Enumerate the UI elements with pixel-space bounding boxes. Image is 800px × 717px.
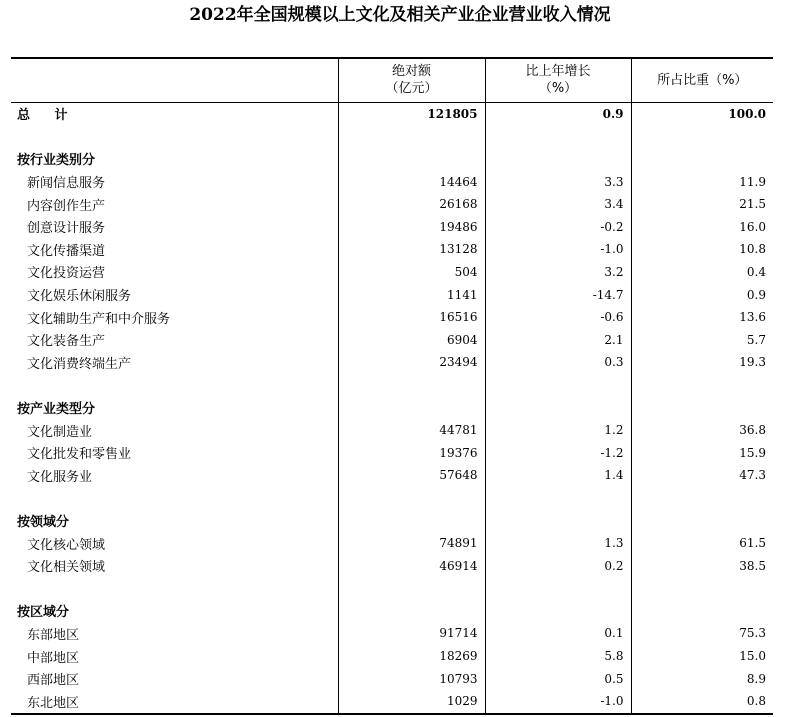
group-header-row xyxy=(11,600,773,623)
group-header-row xyxy=(11,148,773,171)
row-amount: 1029 xyxy=(338,690,485,714)
row-growth: 0.2 xyxy=(485,554,631,577)
table-row xyxy=(11,261,773,284)
row-share: 19.3 xyxy=(631,351,773,374)
row-label: 中部地区 xyxy=(27,650,80,666)
table-row xyxy=(11,554,773,577)
row-amount: 57648 xyxy=(338,464,485,487)
empty-cell xyxy=(338,509,485,532)
empty-cell xyxy=(338,374,485,397)
row-amount: 18269 xyxy=(338,645,485,668)
group-title: 按领域分 xyxy=(17,514,70,530)
row-growth: 1.4 xyxy=(485,464,631,487)
row-label: 文化辅助生产和中介服务 xyxy=(27,311,171,327)
row-growth: 0.3 xyxy=(485,351,631,374)
spacer-row xyxy=(11,374,773,397)
row-label: 文化服务业 xyxy=(27,469,93,485)
row-growth: 1.2 xyxy=(485,419,631,442)
header-amount-line2: （亿元） xyxy=(385,81,438,97)
row-share: 15.0 xyxy=(631,645,773,668)
row-growth: -14.7 xyxy=(485,283,631,306)
empty-cell xyxy=(631,374,773,397)
row-label: 西部地区 xyxy=(27,673,80,689)
table-row xyxy=(11,532,773,555)
empty-cell xyxy=(338,148,485,171)
spacer-row xyxy=(11,577,773,600)
empty-cell xyxy=(485,577,631,600)
total-label: 总 计 xyxy=(17,108,78,124)
table-row xyxy=(11,645,773,668)
row-label: 文化装备生产 xyxy=(27,334,106,350)
row-amount: 13128 xyxy=(338,238,485,261)
row-label: 文化核心领域 xyxy=(27,537,106,553)
empty-cell xyxy=(485,374,631,397)
row-growth: -1.0 xyxy=(485,238,631,261)
row-amount: 26168 xyxy=(338,193,485,216)
row-share: 75.3 xyxy=(631,622,773,645)
empty-cell xyxy=(485,148,631,171)
table-row xyxy=(11,622,773,645)
empty-cell xyxy=(631,396,773,419)
spacer-row xyxy=(11,487,773,510)
row-growth: 0.1 xyxy=(485,622,631,645)
revenue-table xyxy=(11,57,773,715)
row-label: 新闻信息服务 xyxy=(27,176,106,192)
row-label: 文化制造业 xyxy=(27,424,93,440)
row-growth: -0.6 xyxy=(485,306,631,329)
total-amount: 121805 xyxy=(338,102,485,125)
empty-cell xyxy=(11,374,338,397)
row-label: 文化娱乐休闲服务 xyxy=(27,289,132,305)
empty-cell xyxy=(485,509,631,532)
empty-cell xyxy=(338,125,485,148)
row-label: 文化批发和零售业 xyxy=(27,447,132,463)
empty-cell xyxy=(485,125,631,148)
row-share: 11.9 xyxy=(631,170,773,193)
row-amount: 1141 xyxy=(338,283,485,306)
header-growth-line1: 比上年增长 xyxy=(525,64,591,80)
header-share: 所占比重（%） xyxy=(631,58,773,102)
empty-cell xyxy=(338,487,485,510)
row-amount: 91714 xyxy=(338,622,485,645)
empty-cell xyxy=(631,509,773,532)
row-share: 15.9 xyxy=(631,441,773,464)
row-growth: 3.2 xyxy=(485,261,631,284)
row-share: 36.8 xyxy=(631,419,773,442)
group-header-row xyxy=(11,509,773,532)
empty-cell xyxy=(631,600,773,623)
group-header-row xyxy=(11,396,773,419)
row-amount: 74891 xyxy=(338,532,485,555)
total-row xyxy=(11,102,773,125)
table-row xyxy=(11,667,773,690)
header-growth-line2: （%） xyxy=(538,81,578,97)
row-label: 文化相关领域 xyxy=(27,560,106,576)
empty-cell xyxy=(338,396,485,419)
empty-cell xyxy=(631,487,773,510)
table-header xyxy=(11,58,773,102)
group-title: 按区域分 xyxy=(17,605,70,621)
row-label: 内容创作生产 xyxy=(27,198,106,214)
row-label: 东北地区 xyxy=(11,690,338,714)
row-growth: 2.1 xyxy=(485,328,631,351)
row-growth: -1.2 xyxy=(485,441,631,464)
empty-cell xyxy=(631,125,773,148)
table-row xyxy=(11,351,773,374)
total-growth: 0.9 xyxy=(485,102,631,125)
table-row xyxy=(11,306,773,329)
row-label: 创意设计服务 xyxy=(27,221,106,237)
table-row xyxy=(11,215,773,238)
table-row xyxy=(11,690,773,714)
row-growth: 1.3 xyxy=(485,532,631,555)
empty-cell xyxy=(338,600,485,623)
row-share: 16.0 xyxy=(631,215,773,238)
row-amount: 6904 xyxy=(338,328,485,351)
header-growth xyxy=(485,58,631,102)
table-row xyxy=(11,441,773,464)
table-body xyxy=(11,102,773,714)
row-growth: 3.4 xyxy=(485,193,631,216)
row-growth: 5.8 xyxy=(485,645,631,668)
table-row xyxy=(11,283,773,306)
group-title: 按行业类别分 xyxy=(17,153,96,169)
table-row xyxy=(11,193,773,216)
row-amount: 504 xyxy=(338,261,485,284)
row-share: 10.8 xyxy=(631,238,773,261)
empty-cell xyxy=(11,487,338,510)
row-share: 61.5 xyxy=(631,532,773,555)
row-growth: -0.2 xyxy=(485,215,631,238)
row-label: 东部地区 xyxy=(27,627,80,643)
row-label: 文化消费终端生产 xyxy=(27,356,132,372)
row-amount: 23494 xyxy=(338,351,485,374)
row-share: 47.3 xyxy=(631,464,773,487)
empty-cell xyxy=(485,487,631,510)
row-amount: 19376 xyxy=(338,441,485,464)
empty-cell xyxy=(11,577,338,600)
row-share: 38.5 xyxy=(631,554,773,577)
header-category xyxy=(11,58,338,102)
spacer-row xyxy=(11,125,773,148)
row-amount: 10793 xyxy=(338,667,485,690)
row-share: 0.9 xyxy=(631,283,773,306)
row-share: 0.8 xyxy=(631,690,773,714)
group-title: 按产业类型分 xyxy=(17,402,96,418)
row-share: 13.6 xyxy=(631,306,773,329)
row-share: 21.5 xyxy=(631,193,773,216)
row-label: 文化投资运营 xyxy=(27,266,106,282)
row-amount: 16516 xyxy=(338,306,485,329)
empty-cell xyxy=(485,600,631,623)
table-row xyxy=(11,419,773,442)
empty-cell xyxy=(631,577,773,600)
table-row xyxy=(11,170,773,193)
row-amount: 19486 xyxy=(338,215,485,238)
empty-cell xyxy=(631,148,773,171)
row-amount: 46914 xyxy=(338,554,485,577)
table-row xyxy=(11,328,773,351)
row-growth: 0.5 xyxy=(485,667,631,690)
header-amount-line1: 绝对额 xyxy=(391,64,431,80)
row-growth: 3.3 xyxy=(485,170,631,193)
header-amount xyxy=(338,58,485,102)
empty-cell xyxy=(11,125,338,148)
empty-cell xyxy=(485,396,631,419)
row-share: 5.7 xyxy=(631,328,773,351)
table-row xyxy=(11,464,773,487)
total-share: 100.0 xyxy=(631,102,773,125)
row-growth: -1.0 xyxy=(485,690,631,714)
row-label: 文化传播渠道 xyxy=(27,243,106,259)
page-title: 2022年全国规模以上文化及相关产业企业营业收入情况 xyxy=(189,5,611,25)
row-amount: 14464 xyxy=(338,170,485,193)
row-amount: 44781 xyxy=(338,419,485,442)
table-row xyxy=(11,238,773,261)
empty-cell xyxy=(338,577,485,600)
row-share: 0.4 xyxy=(631,261,773,284)
row-share: 8.9 xyxy=(631,667,773,690)
